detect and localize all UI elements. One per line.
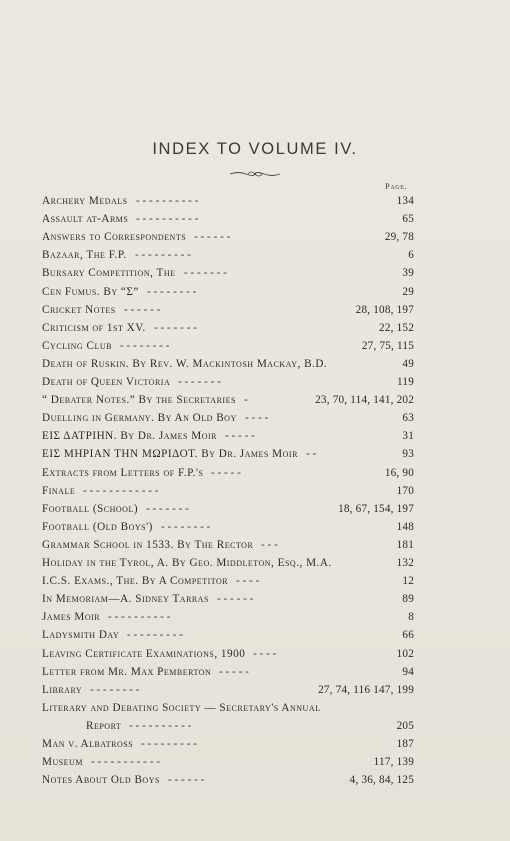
index-entry — [42, 391, 414, 409]
entry-pages: 39 — [402, 267, 414, 280]
entry-pages: 117, 139 — [373, 756, 414, 769]
entry-leader-dashes: - - - - - - - - - — [141, 738, 197, 750]
entry-title: “ Debater Notes.” By the Secretaries — [42, 394, 236, 407]
index-entry — [42, 645, 414, 663]
entry-pages: 119 — [397, 376, 414, 388]
index-entry — [42, 264, 414, 282]
entry-leader-dashes: - - - - - - - - - - — [108, 611, 171, 624]
entry-leader-dashes: - - - - - - - — [146, 502, 189, 515]
entry-pages: 65 — [402, 213, 414, 226]
entry-leader-dashes: - - - - — [253, 647, 277, 660]
index-entry — [42, 192, 414, 210]
ornament-divider — [228, 169, 282, 179]
index-entry — [42, 590, 414, 608]
entry-leader-dashes: - - - - - - - - - - — [136, 213, 199, 226]
entry-pages: 18, 67, 154, 197 — [338, 502, 414, 515]
entry-leader-dashes: - - - - - - - - - - - — [91, 756, 160, 769]
entry-leader-dashes: - - - - - - - - — [90, 683, 140, 696]
entry-title: Extracts from Letters of F.P.'s — [42, 466, 204, 479]
index-entry — [42, 626, 414, 644]
entry-pages: 22, 152 — [379, 321, 414, 334]
entry-leader-dashes: - - - - - - - - - - - - — [83, 484, 159, 497]
index-entry — [42, 337, 414, 355]
entry-title: Death of Ruskin. By Rev. W. Mackintosh Mackay, B.D. — [42, 357, 328, 370]
entry-pages: 148 — [396, 520, 414, 533]
entry-leader-dashes: - - - - - - — [168, 774, 205, 787]
index-entry — [42, 210, 414, 228]
entry-leader-dashes: - - - - - - — [217, 593, 254, 606]
entry-pages: 12 — [402, 575, 414, 588]
entry-leader-dashes: - - - - - - - - — [147, 285, 197, 298]
index-entry — [42, 608, 414, 626]
entry-leader-dashes: - - - - - - - - — [120, 339, 170, 352]
entry-pages: 132 — [396, 557, 414, 569]
entry-title: ΕΙΣ ΔΑΤΡΙΗΝ. By Dr. James Moir — [42, 430, 217, 443]
entry-leader-dashes: - - - - - - - - - - — [136, 195, 199, 207]
index-entry — [42, 717, 414, 735]
entry-pages: 187 — [396, 738, 414, 750]
index-entry — [42, 445, 414, 463]
entry-leader-dashes: - - - — [261, 538, 278, 551]
entry-pages: 27, 74, 116 147, 199 — [318, 683, 414, 696]
entry-title: Cycling Club — [42, 339, 112, 352]
entry-leader-dashes: - - - - - - - — [184, 267, 227, 280]
entry-title: Bursary Competition, The — [42, 267, 176, 280]
index-entry — [42, 464, 414, 482]
entry-title: Criticism of 1st XV. — [42, 321, 146, 334]
entry-pages: 89 — [402, 593, 414, 606]
entry-leader-dashes: - - - - - — [219, 665, 249, 678]
entry-leader-dashes: - - - - - - - - - — [127, 629, 183, 642]
index-entry — [42, 771, 414, 789]
entry-leader-dashes: - - - - - - - - — [161, 520, 211, 533]
entry-pages: 94 — [402, 665, 414, 678]
index-entry — [42, 301, 414, 319]
entry-title: Library — [42, 683, 83, 696]
index-title: INDEX TO VOLUME IV. — [152, 140, 358, 158]
entry-leader-dashes: - - - - - - - — [154, 321, 197, 334]
entry-pages: 63 — [402, 412, 414, 425]
index-entry — [42, 735, 414, 753]
entry-title: Leaving Certificate Examinations, 1900 — [42, 647, 246, 660]
index-entry — [42, 228, 414, 246]
entry-pages: 16, 90 — [384, 466, 414, 479]
entry-title: Cen Fumus. By “Σ” — [42, 285, 139, 298]
entry-leader-dashes: - - - - — [245, 412, 269, 425]
entry-pages: 134 — [396, 195, 414, 207]
entry-title: Holiday in the Tyrol, A. By Geo. Middleton, Esq., M.A. — [42, 557, 332, 569]
entry-pages: 49 — [402, 357, 414, 370]
index-entry — [42, 500, 414, 518]
entry-leader-dashes: - - — [306, 448, 317, 461]
entry-title: Grammar School in 1533. By The Rector — [42, 538, 254, 551]
index-entry — [42, 554, 414, 572]
entry-title: Football (Old Boys') — [42, 520, 153, 533]
entry-title: Museum — [42, 756, 83, 769]
entry-title: Letter from Mr. Max Pemberton — [42, 665, 212, 678]
entry-title: Notes About Old Boys — [42, 774, 160, 787]
entry-pages: 66 — [402, 629, 414, 642]
entry-pages: 170 — [396, 484, 414, 497]
entry-pages: 8 — [408, 611, 414, 624]
entry-leader-dashes: - - - - - - - — [178, 376, 221, 388]
entry-title: Archery Medals — [42, 195, 128, 207]
index-entry — [42, 355, 414, 373]
entry-leader-dashes: - - - - - - — [194, 231, 231, 244]
index-entry — [42, 518, 414, 536]
index-entry — [42, 409, 414, 427]
index-entry — [42, 373, 414, 391]
index-entry — [42, 283, 414, 301]
index-entry — [42, 427, 414, 445]
entry-pages: 6 — [408, 249, 414, 262]
entry-title: Duelling in Germany. By An Old Boy — [42, 412, 237, 425]
entry-leader-dashes: - - - - - - — [124, 303, 161, 316]
entry-leader-dashes: - - - - - — [211, 466, 241, 479]
entry-title: Report — [86, 719, 122, 732]
page-column-heading: Page. — [385, 181, 408, 191]
entry-pages: 181 — [396, 538, 414, 551]
entry-title: Football (School) — [42, 502, 139, 515]
entry-pages: 102 — [396, 647, 414, 660]
index-entry — [42, 753, 414, 771]
entry-pages: 4, 36, 84, 125 — [349, 774, 414, 787]
entry-title: Cricket Notes — [42, 303, 116, 316]
entry-pages: 29 — [402, 285, 414, 298]
entry-title: I.C.S. Exams., The. By A Competitor — [42, 575, 229, 588]
index-entry — [42, 246, 414, 264]
index-entry — [42, 572, 414, 590]
entry-pages: 28, 108, 197 — [355, 303, 414, 316]
entry-title: Bazaar, The F.P. — [42, 249, 127, 262]
entry-leader-dashes: - - - - — [236, 575, 260, 588]
index-entry — [42, 681, 414, 699]
entry-leader-dashes: - - - - - - - - - - — [129, 719, 192, 732]
entry-title: Assault at-Arms — [42, 213, 129, 226]
index-entry — [42, 536, 414, 554]
entry-pages: 205 — [396, 719, 414, 732]
entry-title: Literary and Debating Society — Secretary's Annual — [42, 701, 321, 714]
index-entry — [42, 482, 414, 500]
index-entry — [42, 319, 414, 337]
entry-leader-dashes: - - - - - — [225, 430, 255, 443]
index-entry — [42, 663, 414, 681]
entry-leader-dashes: - - - - - - - - - — [135, 249, 191, 262]
entry-title: Death of Queen Victoria — [42, 376, 171, 388]
entry-pages: 31 — [402, 430, 414, 443]
entry-title: Finale — [42, 484, 76, 497]
entry-pages: 93 — [402, 448, 414, 461]
entry-title: James Moir — [42, 611, 101, 624]
entry-title: Man v. Albatross — [42, 738, 134, 750]
entry-pages: 27, 75, 115 — [361, 339, 414, 352]
entry-leader-dashes: - — [244, 394, 248, 407]
entry-title: ΕΙΣ ΜΗΡΙΑΝ ΤΗΝ ΜΩΡΙΔΟΤ. By Dr. James Moir — [42, 448, 298, 461]
entry-title: Answers to Correspondents — [42, 231, 187, 244]
index-entry — [42, 699, 414, 717]
entry-pages: 23, 70, 114, 141, 202 — [315, 394, 414, 407]
entry-pages: 29, 78 — [384, 231, 414, 244]
entry-title: In Memoriam—A. Sidney Tarras — [42, 593, 209, 606]
entry-title: Ladysmith Day — [42, 629, 120, 642]
